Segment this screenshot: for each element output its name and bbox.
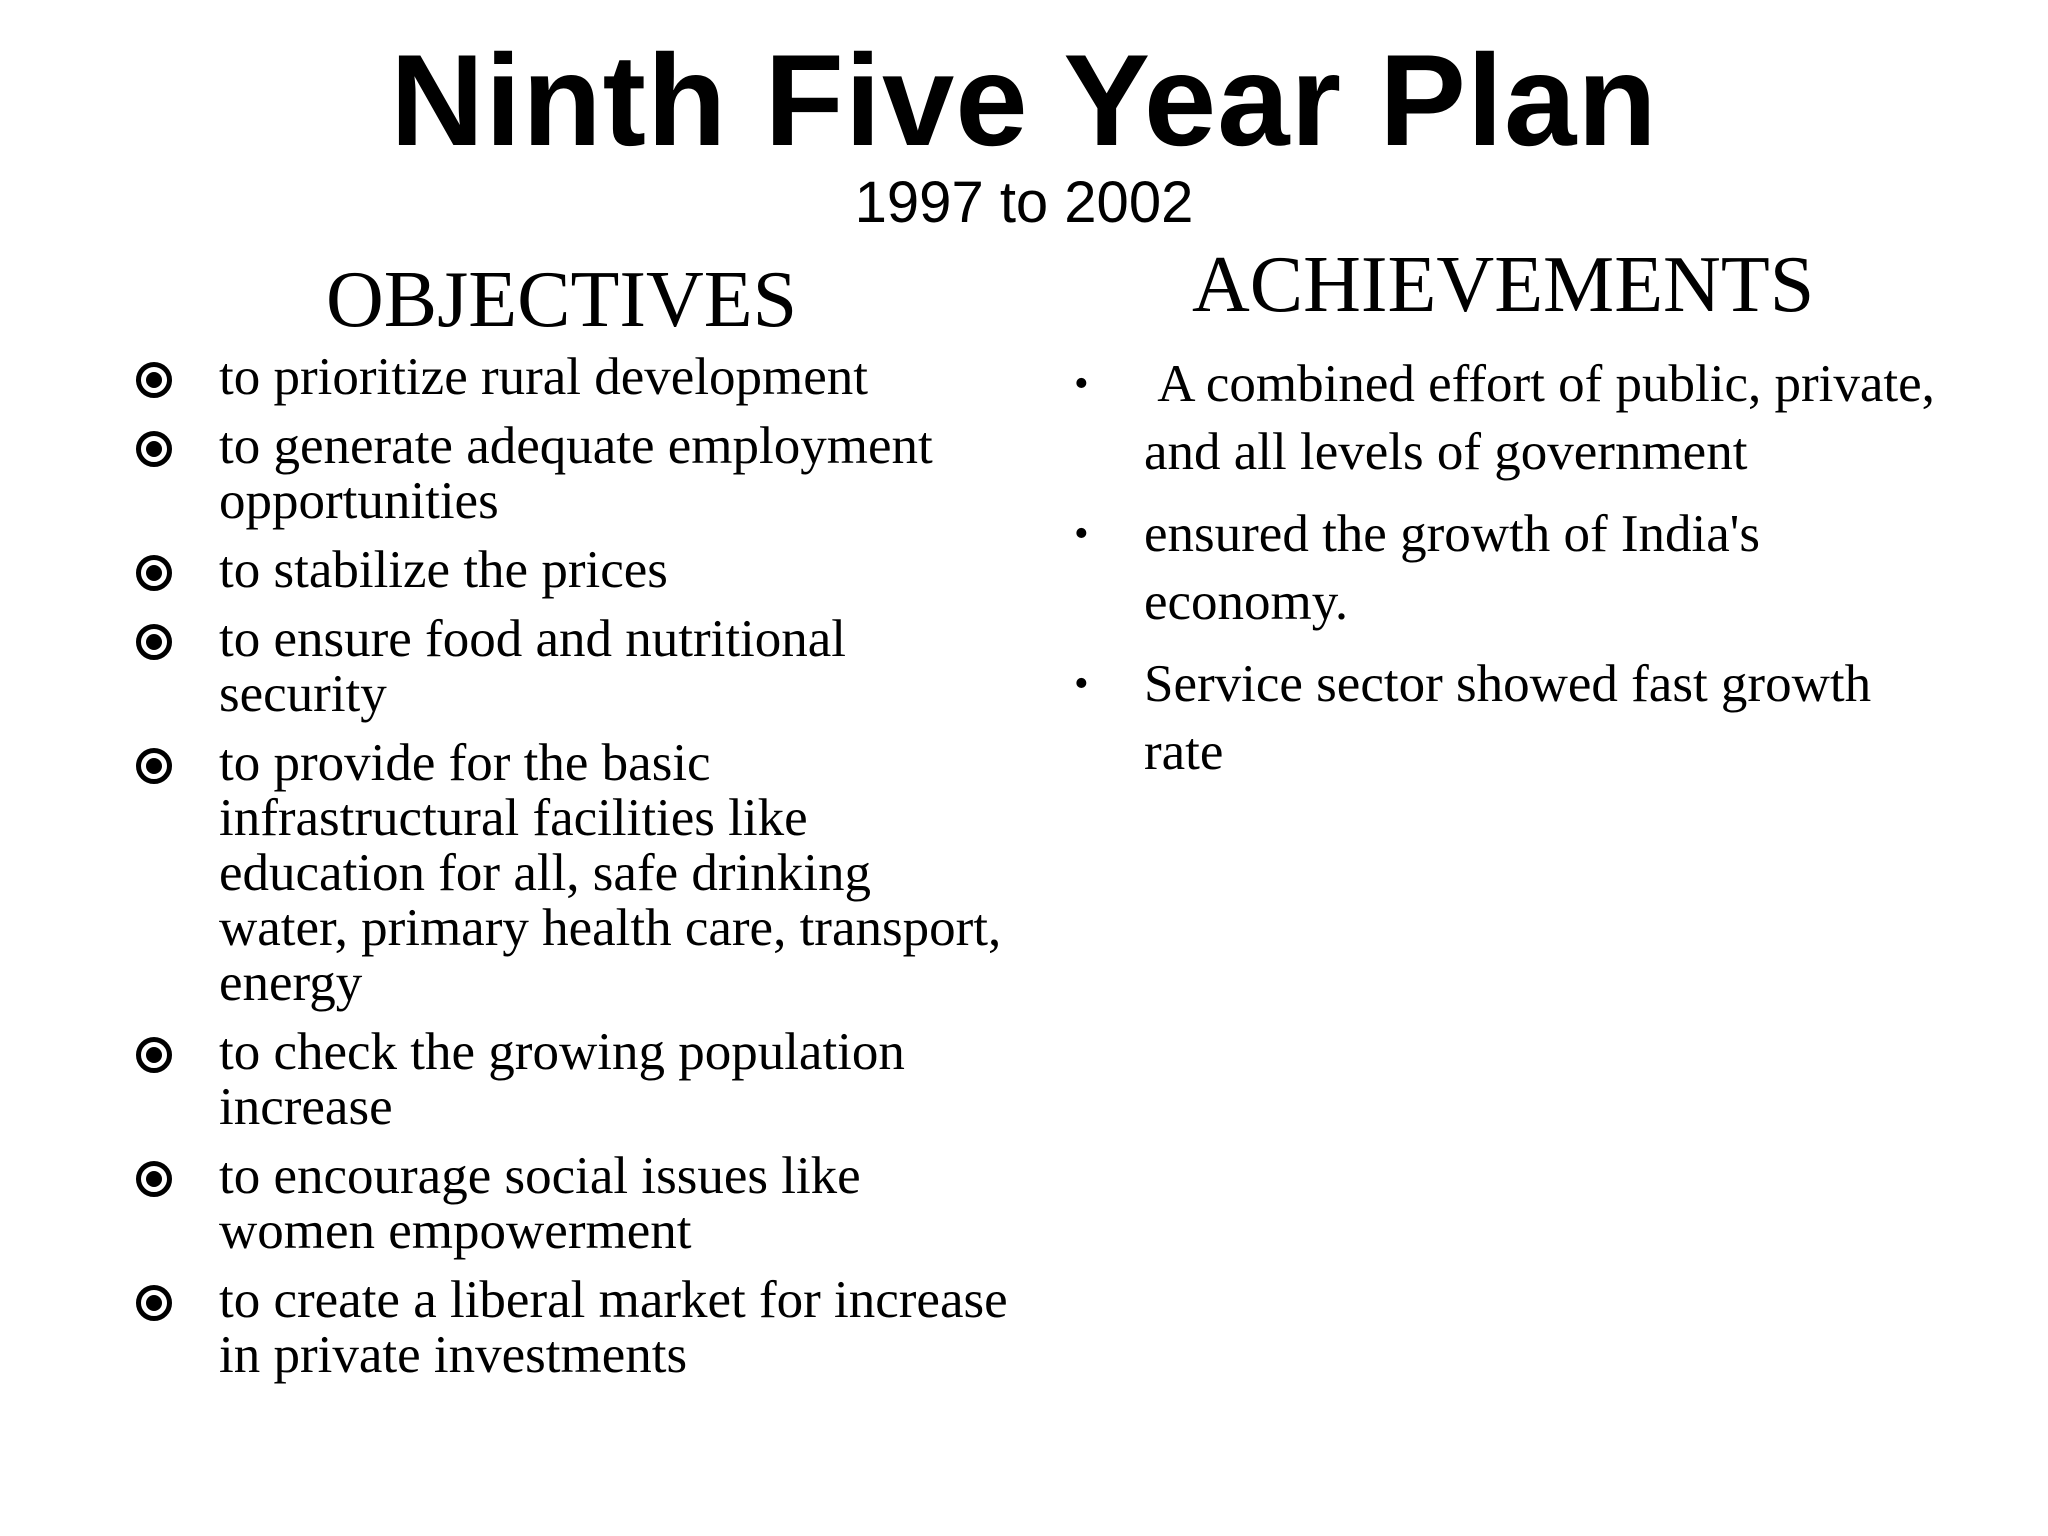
- objective-item: [130, 1273, 1010, 1383]
- objective-text: to check the growing population increase: [219, 1023, 905, 1136]
- achievement-item: [1062, 500, 1962, 636]
- objective-item: [130, 419, 1010, 529]
- objective-text: to ensure food and nutritional security: [219, 610, 847, 723]
- achievement-item: [1062, 350, 1962, 486]
- objective-item: [130, 736, 1010, 1011]
- objective-item: [130, 612, 1010, 722]
- dot-bullet-icon: •: [1074, 511, 1089, 557]
- radio-bullet-icon: [136, 362, 172, 398]
- objective-item: [130, 350, 1010, 405]
- slide-title: Ninth Five Year Plan: [390, 27, 1658, 173]
- objective-text: to generate adequate employment opportunities: [219, 417, 933, 530]
- radio-bullet-icon: [136, 1285, 172, 1321]
- objective-text: to stabilize the prices: [219, 541, 668, 599]
- objectives-heading: OBJECTIVES: [326, 256, 798, 344]
- objective-item: [130, 1025, 1010, 1135]
- objective-text: to provide for the basic infrastructural facilities like education for all, safe drinking water, primary health care, transport, energy: [219, 734, 1002, 1012]
- achievement-text: ensured the growth of India's economy.: [1144, 505, 1760, 631]
- radio-bullet-icon: [136, 431, 172, 467]
- objective-item: [130, 543, 1010, 598]
- achievement-item: [1062, 650, 1962, 786]
- objective-text: to encourage social issues like women empowerment: [219, 1147, 861, 1260]
- objective-text: to create a liberal market for increase in private investments: [219, 1271, 1008, 1384]
- dot-bullet-icon: •: [1074, 361, 1089, 407]
- objective-item: [130, 1149, 1010, 1259]
- dot-bullet-icon: •: [1074, 661, 1089, 707]
- radio-bullet-icon: [136, 1161, 172, 1197]
- slide-subtitle: 1997 to 2002: [854, 170, 1194, 235]
- radio-bullet-icon: [136, 748, 172, 784]
- objective-text: to prioritize rural development: [219, 348, 869, 406]
- achievements-heading: ACHIEVEMENTS: [1192, 241, 1815, 329]
- radio-bullet-icon: [136, 1037, 172, 1073]
- radio-bullet-icon: [136, 555, 172, 591]
- achievements-list: [1062, 350, 1962, 800]
- radio-bullet-icon: [136, 624, 172, 660]
- objectives-list: [130, 350, 1010, 1397]
- achievement-text: Service sector showed fast growth rate: [1144, 655, 1872, 781]
- achievement-text: A combined effort of public, private, and all levels of government: [1144, 355, 1949, 481]
